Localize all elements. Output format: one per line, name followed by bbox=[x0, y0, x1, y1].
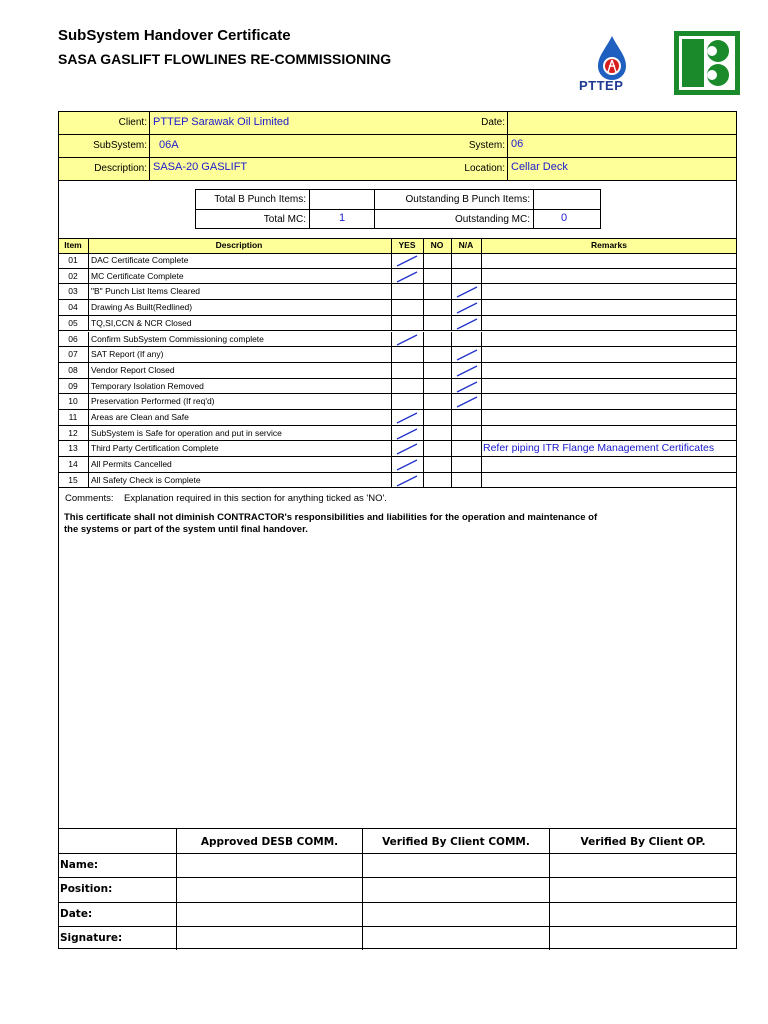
no-checkbox[interactable] bbox=[424, 410, 451, 425]
item-number: 13 bbox=[68, 443, 78, 454]
yes-checkbox[interactable] bbox=[392, 363, 423, 378]
checklist-row bbox=[59, 269, 736, 285]
yes-header: YES bbox=[398, 240, 416, 250]
total-b-punch-label: Total B Punch Items: bbox=[214, 194, 306, 205]
checklist-row bbox=[59, 426, 736, 442]
item-number: 15 bbox=[68, 474, 78, 485]
checklist-row bbox=[59, 253, 736, 269]
item-description: Third Party Certification Complete bbox=[91, 443, 219, 454]
item-description: TQ,SI,CCN & NCR Closed bbox=[91, 317, 192, 328]
yes-checkbox[interactable] bbox=[392, 253, 423, 268]
item-number: 09 bbox=[68, 380, 78, 391]
disclaimer-text: This certificate shall not diminish CONTRACTOR's responsibilities and liabilities for the operation and maintenance of the systems or part of the system until final handover. bbox=[64, 512, 598, 535]
verified-client-comm-header: Verified By Client COMM. bbox=[382, 836, 530, 848]
item-number: 11 bbox=[68, 412, 78, 422]
certificate-form bbox=[58, 111, 737, 949]
system-value[interactable]: 06 bbox=[511, 138, 524, 150]
na-checkbox[interactable] bbox=[452, 269, 481, 284]
item-description: Drawing As Built(Redlined) bbox=[91, 302, 193, 313]
pttep-logo-text: PTTEP bbox=[579, 78, 624, 93]
comments-label: Comments: bbox=[65, 493, 114, 504]
na-checkbox[interactable] bbox=[452, 457, 481, 472]
no-checkbox[interactable] bbox=[424, 473, 451, 488]
no-checkbox[interactable] bbox=[424, 269, 451, 284]
no-checkbox[interactable] bbox=[424, 332, 451, 347]
no-checkbox[interactable] bbox=[424, 394, 451, 409]
na-checkbox[interactable] bbox=[452, 426, 481, 441]
date-sign-label: Date: bbox=[60, 908, 93, 920]
no-checkbox[interactable] bbox=[424, 457, 451, 472]
item-header: Item bbox=[64, 240, 82, 250]
total-mc-value[interactable]: 1 bbox=[339, 212, 346, 224]
item-description: All Permits Cancelled bbox=[91, 459, 172, 470]
item-description: Preservation Performed (If req'd) bbox=[91, 396, 215, 407]
checklist-row bbox=[59, 316, 736, 332]
total-mc-label: Total MC: bbox=[263, 214, 306, 225]
checklist-row bbox=[59, 473, 736, 489]
check-mark-icon bbox=[396, 271, 418, 283]
checklist-row bbox=[59, 441, 736, 457]
na-checkbox[interactable] bbox=[452, 394, 481, 409]
comments-instruction: Explanation required in this section for anything ticked as 'NO'. bbox=[124, 493, 387, 504]
project-title: SASA GASLIFT FLOWLINES RE-COMMISSIONING bbox=[58, 51, 392, 67]
checklist-header bbox=[59, 238, 736, 254]
check-mark-icon bbox=[456, 286, 478, 298]
item-description: "B" Punch List Items Cleared bbox=[91, 286, 201, 297]
item-number: 08 bbox=[68, 364, 78, 375]
na-checkbox[interactable] bbox=[452, 410, 481, 425]
check-mark-icon bbox=[456, 302, 478, 314]
checklist-row bbox=[59, 457, 736, 473]
na-checkbox[interactable] bbox=[452, 253, 481, 268]
check-mark-icon bbox=[456, 396, 478, 408]
no-checkbox[interactable] bbox=[424, 284, 451, 299]
yes-checkbox[interactable] bbox=[392, 457, 423, 472]
yes-checkbox[interactable] bbox=[392, 332, 423, 347]
no-checkbox[interactable] bbox=[424, 300, 451, 315]
signature-table bbox=[59, 828, 736, 950]
yes-checkbox[interactable] bbox=[392, 316, 423, 331]
check-mark-icon bbox=[456, 381, 478, 393]
system-label: System: bbox=[468, 140, 505, 151]
yes-checkbox[interactable] bbox=[392, 410, 423, 425]
item-description: SubSystem is Safe for operation and put in service bbox=[91, 427, 282, 438]
na-checkbox[interactable] bbox=[452, 379, 481, 394]
item-number: 12 bbox=[68, 427, 78, 438]
item-remarks[interactable]: Refer piping ITR Flange Management Certificates bbox=[483, 442, 715, 455]
check-mark-icon bbox=[396, 255, 418, 267]
check-mark-icon bbox=[396, 443, 418, 455]
checklist-row bbox=[59, 300, 736, 316]
na-checkbox[interactable] bbox=[452, 300, 481, 315]
name-label: Name: bbox=[60, 859, 99, 871]
signature-label: Signature: bbox=[60, 932, 123, 944]
item-description: Temporary Isolation Removed bbox=[91, 380, 204, 391]
item-description: SAT Report (If any) bbox=[91, 349, 164, 360]
check-mark-icon bbox=[456, 365, 478, 377]
check-mark-icon bbox=[396, 475, 418, 487]
item-number: 02 bbox=[68, 270, 78, 281]
certificate-title: SubSystem Handover Certificate bbox=[58, 27, 291, 44]
no-checkbox[interactable] bbox=[424, 441, 451, 456]
yes-checkbox[interactable] bbox=[392, 426, 423, 441]
yes-checkbox[interactable] bbox=[392, 269, 423, 284]
client-label: Client: bbox=[118, 117, 147, 128]
check-mark-icon bbox=[396, 334, 418, 346]
no-header: NO bbox=[430, 240, 444, 250]
yes-checkbox[interactable] bbox=[392, 300, 423, 315]
no-checkbox[interactable] bbox=[424, 316, 451, 331]
client-value[interactable]: PTTEP Sarawak Oil Limited bbox=[153, 116, 290, 128]
item-number: 05 bbox=[68, 317, 78, 328]
check-mark-icon bbox=[456, 349, 478, 361]
outstanding-mc-value[interactable]: 0 bbox=[561, 212, 568, 224]
item-number: 01 bbox=[68, 255, 78, 265]
checklist-row bbox=[59, 363, 736, 379]
checklist-row bbox=[59, 284, 736, 300]
no-checkbox[interactable] bbox=[424, 347, 451, 362]
subsystem-row bbox=[59, 135, 736, 158]
item-description: Confirm SubSystem Commissioning complete bbox=[91, 333, 264, 344]
no-checkbox[interactable] bbox=[424, 363, 451, 378]
item-number: 06 bbox=[68, 333, 78, 344]
date-label: Date: bbox=[481, 117, 505, 128]
na-checkbox[interactable] bbox=[452, 347, 481, 362]
no-checkbox[interactable] bbox=[424, 379, 451, 394]
item-number: 07 bbox=[68, 349, 78, 360]
na-checkbox[interactable] bbox=[452, 316, 481, 331]
checklist-row bbox=[59, 332, 736, 348]
na-header: N/A bbox=[458, 240, 474, 250]
yes-checkbox[interactable] bbox=[392, 379, 423, 394]
checklist-row bbox=[59, 347, 736, 363]
checklist-row bbox=[59, 394, 736, 410]
punch-summary-table bbox=[195, 189, 601, 229]
checklist-row bbox=[59, 379, 736, 395]
na-checkbox[interactable] bbox=[452, 332, 481, 347]
no-checkbox[interactable] bbox=[424, 253, 451, 268]
no-checkbox[interactable] bbox=[424, 426, 451, 441]
item-number: 04 bbox=[68, 302, 78, 313]
item-description: Areas are Clean and Safe bbox=[91, 412, 189, 422]
check-mark-icon bbox=[456, 318, 478, 330]
na-checkbox[interactable] bbox=[452, 441, 481, 456]
item-description: MC Certificate Complete bbox=[91, 270, 184, 281]
description-label: Description: bbox=[94, 163, 147, 174]
check-mark-icon bbox=[396, 428, 418, 440]
verified-client-op-header: Verified By Client OP. bbox=[580, 836, 706, 848]
yes-checkbox[interactable] bbox=[392, 473, 423, 488]
yes-checkbox[interactable] bbox=[392, 441, 423, 456]
check-mark-icon bbox=[396, 459, 418, 471]
description-header: Description bbox=[215, 240, 263, 250]
client-row bbox=[59, 112, 736, 135]
subsystem-label: SubSystem: bbox=[93, 140, 147, 151]
company-logo-icon bbox=[674, 31, 740, 95]
position-label: Position: bbox=[60, 883, 113, 895]
outstanding-mc-label: Outstanding MC: bbox=[454, 214, 530, 225]
approved-desb-comm-header: Approved DESB COMM. bbox=[200, 836, 339, 848]
item-number: 03 bbox=[68, 286, 78, 297]
yes-checkbox[interactable] bbox=[392, 394, 423, 409]
location-value[interactable]: Cellar Deck bbox=[511, 161, 568, 173]
outstanding-b-punch-label: Outstanding B Punch Items: bbox=[405, 194, 530, 205]
item-description: All Safety Check is Complete bbox=[91, 474, 201, 485]
item-description: Vendor Report Closed bbox=[91, 364, 175, 375]
checklist-row bbox=[59, 410, 736, 426]
na-checkbox[interactable] bbox=[452, 284, 481, 299]
na-checkbox[interactable] bbox=[452, 363, 481, 378]
description-value[interactable]: SASA-20 GASLIFT bbox=[153, 161, 248, 173]
remarks-header: Remarks bbox=[591, 240, 627, 250]
check-mark-icon bbox=[396, 412, 418, 424]
na-checkbox[interactable] bbox=[452, 473, 481, 488]
subsystem-value[interactable]: 06A bbox=[159, 139, 179, 151]
item-number: 10 bbox=[68, 396, 78, 407]
item-description: DAC Certificate Complete bbox=[91, 255, 189, 265]
item-number: 14 bbox=[68, 459, 78, 470]
location-label: Location: bbox=[464, 163, 505, 174]
yes-checkbox[interactable] bbox=[392, 284, 423, 299]
description-row bbox=[59, 158, 736, 181]
yes-checkbox[interactable] bbox=[392, 347, 423, 362]
